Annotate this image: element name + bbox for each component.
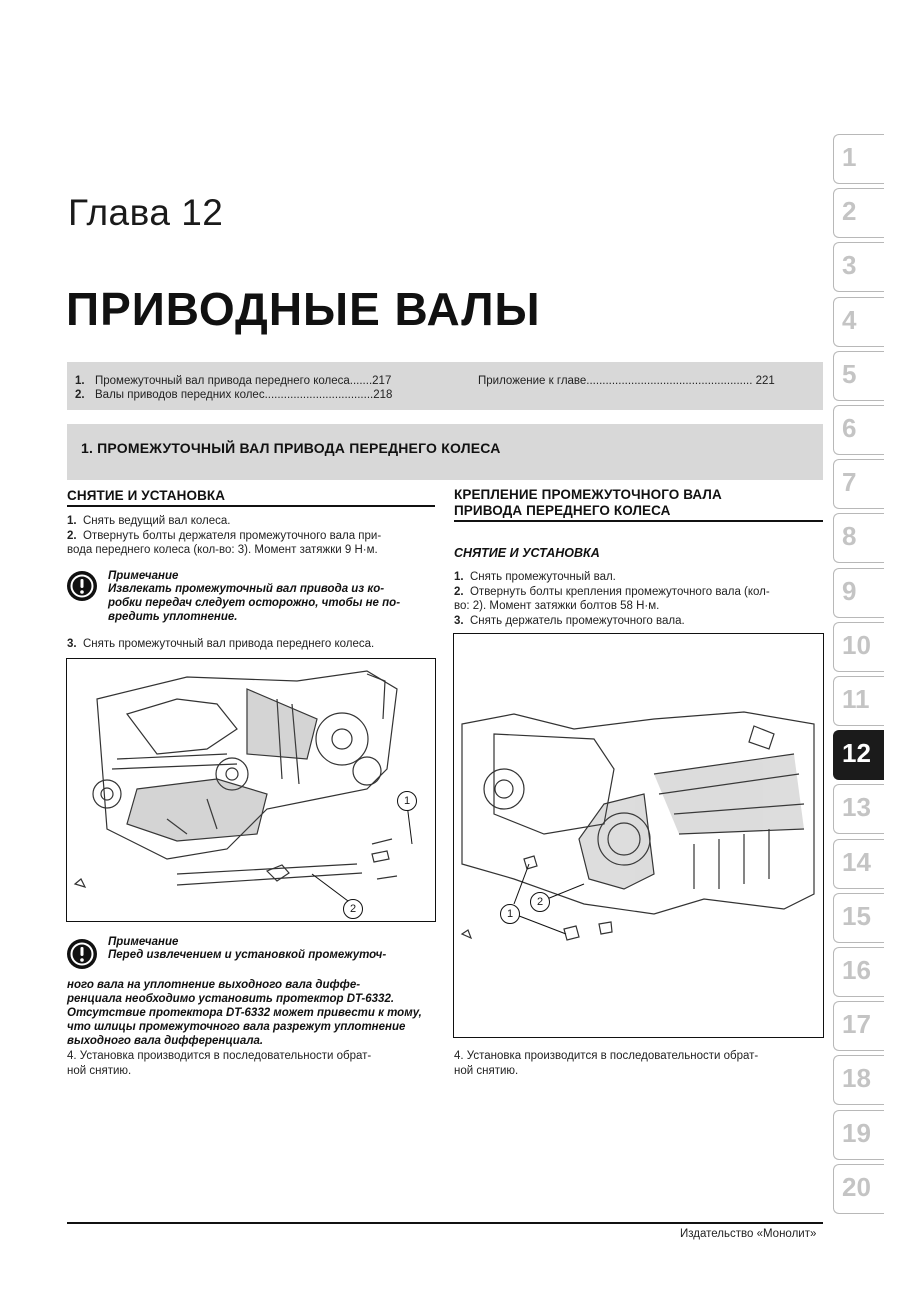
step-text: Снять промежуточный вал привода переднего колеса. <box>82 638 375 650</box>
section-title: 1. ПРОМЕЖУТОЧНЫЙ ВАЛ ПРИВОДА ПЕРЕДНЕГО КОЛЕСА <box>81 440 501 456</box>
chapter-tab-1[interactable] <box>833 134 884 184</box>
chapter-tab-16[interactable] <box>833 947 884 997</box>
toc-item-page: ..................................218 <box>264 389 393 401</box>
left-heading: СНЯТИЕ И УСТАНОВКА <box>67 488 226 503</box>
chapter-tab-label: 5 <box>842 359 857 389</box>
right-step-4 <box>454 1049 823 1078</box>
left-figure <box>66 658 436 922</box>
toc-item-text: Приложение к главе <box>478 375 587 387</box>
chapter-tab-label: 14 <box>842 847 871 877</box>
step-text: Снять промежуточный вал. <box>469 571 616 583</box>
chapter-tab-12[interactable] <box>833 730 884 780</box>
chapter-tab-10[interactable] <box>833 622 884 672</box>
step-text: ной снятию. <box>67 1064 132 1077</box>
note-title: Примечание <box>108 936 179 948</box>
chapter-tab-label: 8 <box>842 521 857 551</box>
step-number: 1. <box>67 515 77 527</box>
step-text: ной снятию. <box>454 1064 519 1077</box>
note-1 <box>108 570 435 624</box>
step-text: вода переднего колеса (кол-во: 3). Момент затяжки 9 Н·м. <box>67 544 378 556</box>
step-text: Снять держатель промежуточного вала. <box>469 614 685 627</box>
chapter-tab-label: 15 <box>842 901 871 931</box>
chapter-tab-label: 7 <box>842 467 857 497</box>
chapter-tab-label: 17 <box>842 1009 871 1039</box>
chapter-tab-label: 9 <box>842 576 857 606</box>
warning-icon <box>67 939 97 969</box>
chapter-tab-label: 4 <box>842 305 857 335</box>
step-text: Отвернуть болты держателя промежуточного вала при- <box>82 529 382 542</box>
chapter-tab-label: 10 <box>842 630 871 660</box>
toc-item-number: 2. <box>75 389 85 401</box>
note-line: Перед извлечением и установкой промежуточ- <box>108 949 387 961</box>
step-text: Отвернуть болты крепления промежуточного вала (кол- <box>469 585 770 598</box>
chapter-title: ПРИВОДНЫЕ ВАЛЫ <box>66 283 541 335</box>
chapter-tab-20[interactable] <box>833 1164 884 1214</box>
chapter-tab-3[interactable] <box>833 242 884 292</box>
table-of-contents <box>67 362 823 410</box>
note-title: Примечание <box>108 570 179 582</box>
toc-item-text: Промежуточный вал привода переднего колеса <box>95 375 350 387</box>
note-2-continued <box>67 978 435 1048</box>
step-text: Снять ведущий вал колеса. <box>82 515 231 527</box>
step-number: 2. <box>67 529 77 542</box>
chapter-tab-2[interactable] <box>833 188 884 238</box>
chapter-tab-19[interactable] <box>833 1110 884 1160</box>
step-2 <box>67 529 435 544</box>
left-heading-rule <box>67 505 435 507</box>
right-heading-rule <box>454 520 823 522</box>
step-4 <box>67 1049 435 1078</box>
note-line: робки передач следует осторожно, чтобы не по- <box>108 597 401 609</box>
chapter-label: Глава 12 <box>68 192 224 233</box>
note-2 <box>108 936 435 962</box>
chapter-tab-label: 19 <box>842 1118 871 1148</box>
chapter-tab-13[interactable] <box>833 784 884 834</box>
chapter-tab-11[interactable] <box>833 676 884 726</box>
right-heading-line1: КРЕПЛЕНИЕ ПРОМЕЖУТОЧНОГО ВАЛА <box>454 487 722 502</box>
step-2-cont <box>67 543 435 558</box>
callout-2: 2 <box>530 892 550 912</box>
chapter-tab-17[interactable] <box>833 1001 884 1051</box>
section-header <box>67 424 823 480</box>
callout-1: 1 <box>397 791 417 811</box>
chapter-tab-18[interactable] <box>833 1055 884 1105</box>
step-text: во: 2). Момент затяжки болтов 58 Н·м. <box>454 600 660 612</box>
left-steps <box>67 514 435 558</box>
chapter-tab-label: 12 <box>842 738 871 768</box>
step-3 <box>454 614 823 629</box>
bracket-illustration <box>454 634 823 1037</box>
callout-1: 1 <box>500 904 520 924</box>
note-line: ренциала необходимо установить протектор DT-6332. <box>67 993 395 1005</box>
chapter-tab-label: 2 <box>842 196 857 226</box>
chapter-tab-9[interactable] <box>833 568 884 618</box>
step-2 <box>454 585 823 600</box>
step-text: 4. Установка производится в последовательности обрат- <box>454 1050 759 1062</box>
note-line: Извлекать промежуточный вал привода из ко- <box>108 583 385 595</box>
note-line: вредить уплотнение. <box>108 611 238 623</box>
step-number: 3. <box>454 614 464 627</box>
chapter-tab-14[interactable] <box>833 839 884 889</box>
chapter-tab-label: 20 <box>842 1172 871 1202</box>
chapter-tab-4[interactable] <box>833 297 884 347</box>
chapter-tab-label: 11 <box>842 684 870 714</box>
chapter-tab-6[interactable] <box>833 405 884 455</box>
toc-item-number: 1. <box>75 375 85 387</box>
footer-rule <box>67 1222 823 1224</box>
step-number: 3. <box>67 638 77 650</box>
step-text: 4. Установка производится в последовательности обрат- <box>67 1050 372 1062</box>
toc-item[interactable] <box>478 374 775 388</box>
toc-item-page: .................................................... 221 <box>586 375 775 387</box>
toc-item[interactable] <box>75 388 392 402</box>
warning-icon <box>67 571 97 601</box>
chapter-tab-8[interactable] <box>833 513 884 563</box>
note-line: что шлицы промежуточного вала разрежут уплотнение <box>67 1021 406 1033</box>
step-2-cont <box>454 599 823 614</box>
step-1 <box>454 570 823 585</box>
chapter-tab-label: 16 <box>842 955 871 985</box>
right-subheading: СНЯТИЕ И УСТАНОВКА <box>454 546 600 560</box>
right-figure <box>453 633 824 1038</box>
step-1 <box>67 514 435 529</box>
note-line: Отсутствие протектора DT-6332 может привести к тому, <box>67 1007 422 1019</box>
callout-2: 2 <box>343 899 363 919</box>
chapter-tab-label: 3 <box>842 250 857 280</box>
step-3 <box>67 637 435 652</box>
publisher-name: Издательство «Монолит» <box>680 1228 817 1240</box>
chapter-tab-label: 18 <box>842 1063 871 1093</box>
chapter-tab-5[interactable] <box>833 351 884 401</box>
toc-item-text: Валы приводов передних колес <box>95 389 265 401</box>
right-heading-line2: ПРИВОДА ПЕРЕДНЕГО КОЛЕСА <box>454 503 671 518</box>
chapter-tab-label: 13 <box>842 792 871 822</box>
note-line: выходного вала дифференциала. <box>67 1035 264 1047</box>
engine-illustration <box>67 659 435 921</box>
chapter-tab-7[interactable] <box>833 459 884 509</box>
toc-item-page: .......217 <box>349 375 392 387</box>
step-number: 1. <box>454 571 464 583</box>
step-number: 2. <box>454 585 464 598</box>
note-line: ного вала на уплотнение выходного вала диффе- <box>67 979 361 991</box>
chapter-tab-label: 1 <box>842 142 857 172</box>
chapter-tab-label: 6 <box>842 413 857 443</box>
toc-item[interactable] <box>75 374 391 388</box>
right-steps <box>454 570 823 628</box>
chapter-tab-15[interactable] <box>833 893 884 943</box>
